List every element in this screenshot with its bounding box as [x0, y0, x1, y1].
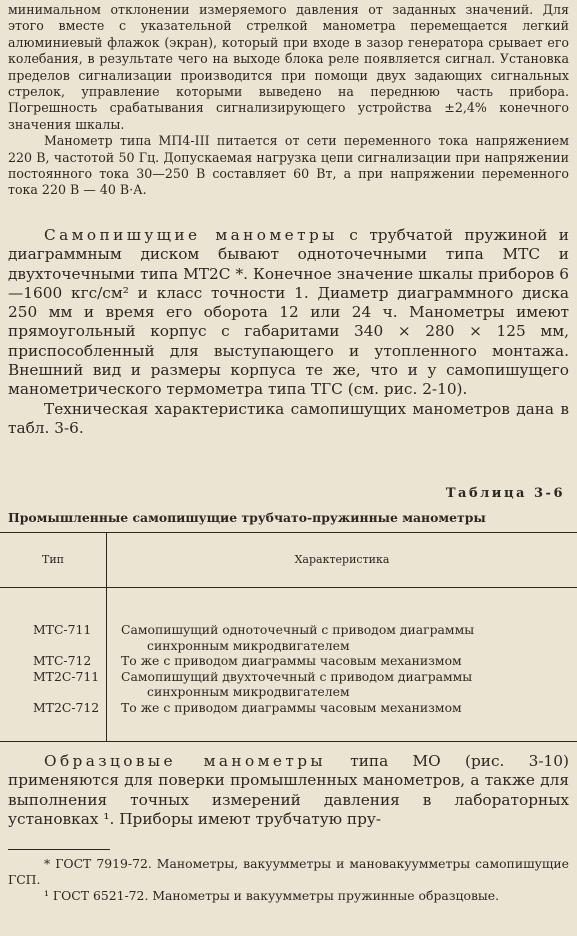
table-row — [0, 622, 577, 653]
recorders-lead-term: Самопишущие манометры — [44, 226, 338, 244]
header-type: Тип — [0, 533, 107, 588]
reference-section — [8, 752, 569, 829]
header-characteristic: Характеристика — [107, 533, 577, 588]
recorders-text: с трубчатой пружиной и диаграммным диском бывают одноточечными типа МТС и двухточечными типа МТ2С *. Конечное значение шкалы приборов 6—1600 кгс/см² и класс точности 1. Диаметр диаграммного диска 250 мм и время его оборота 12 или 24 ч. Манометры имеют прямоугольный корпус с габаритами 340 × 280 × 125 мм, приспособленный для выступающего и утопленного монтажа. Внешний вид и размеры корпуса те же, что и у самопишущего манометрического термометра типа ТГС (см. рис. 2-10). — [8, 226, 569, 399]
row-characteristic — [107, 653, 577, 669]
table-number: Таблица 3-6 — [445, 486, 565, 501]
row-type: МТ2С-711 — [0, 669, 107, 700]
footnote-divider — [8, 849, 110, 850]
row-characteristic-line: Самопишущий двухточечный с приводом диаграммы — [121, 668, 473, 684]
row-characteristic-line: То же с приводом диаграммы часовым механизмом — [121, 699, 462, 715]
reference-text: типа МО (рис. 3-10) применяются для поверки промышленных манометров, а также для выполнения точных измерений давления в лабораторных установках ¹. Приборы имеют трубчатую пру- — [8, 752, 569, 828]
footnote-gost-7919: * ГОСТ 7919-72. Манометры, вакуумметры и мановакуумметры самопишущие ГСП. — [8, 856, 569, 887]
row-characteristic — [107, 669, 577, 700]
reference-lead-term: Образцовые манометры — [44, 752, 326, 770]
row-characteristic-line: Самопишущий одноточечный с приводом диаграммы — [121, 622, 475, 637]
table-row — [0, 700, 577, 716]
recorders-section — [8, 226, 569, 438]
recorders-paragraph — [8, 226, 569, 400]
row-type: МТС-711 — [0, 622, 107, 653]
intro-paragraph-1: минимальном отклонении измеряемого давления от заданных значений. Для этого вместе с указательной стрелкой манометра перемещается легкий алюминиевый флажок (экран), который при входе в зазор генератора срывает его колебания, в результате чего на выходе блока реле появляется сигнал. Установка пределов сигнализации производится при помощи двух задающих сигнальных стрелок, управление которыми выведено на переднюю часть прибора. Погрешность срабатывания сигнализирующего устройства ±2,4% конечного значения шкалы. — [8, 2, 569, 132]
table-header-row — [0, 533, 577, 588]
footnote-gost-6521: ¹ ГОСТ 6521-72. Манометры и вакуумметры пружинные образцовые. — [44, 888, 500, 903]
footnotes — [8, 856, 569, 904]
row-characteristic — [107, 700, 577, 716]
recorders-paragraph-2: Техническая характеристика самопишущих манометров дана в табл. 3-6. — [8, 399, 569, 437]
row-characteristic-line: синхронным микродвигателем — [147, 684, 350, 699]
table-caption: Промышленные самопишущие трубчато-пружинные манометры — [8, 510, 486, 525]
row-type: МТ2С-712 — [0, 700, 107, 716]
reference-paragraph — [8, 752, 569, 829]
row-characteristic-line: синхронным микродвигателем — [147, 637, 350, 653]
intro-paragraph-2: Манометр типа МП4-III питается от сети переменного тока напряжением 220 В, частотой 50 Гц. Допускаемая нагрузка цепи сигнализации при напряжении постоянного тока 30—250 В составляет 60 Вт, а при напряжении переменного тока 220 В — 40 В·А. — [8, 133, 569, 198]
table-row — [0, 653, 577, 669]
table-row — [0, 669, 577, 700]
manometer-table — [0, 532, 577, 742]
row-type: МТС-712 — [0, 653, 107, 669]
row-characteristic — [107, 622, 577, 653]
row-characteristic-line: То же с приводом диаграммы часовым механизмом — [121, 653, 462, 668]
intro-section — [8, 2, 569, 199]
